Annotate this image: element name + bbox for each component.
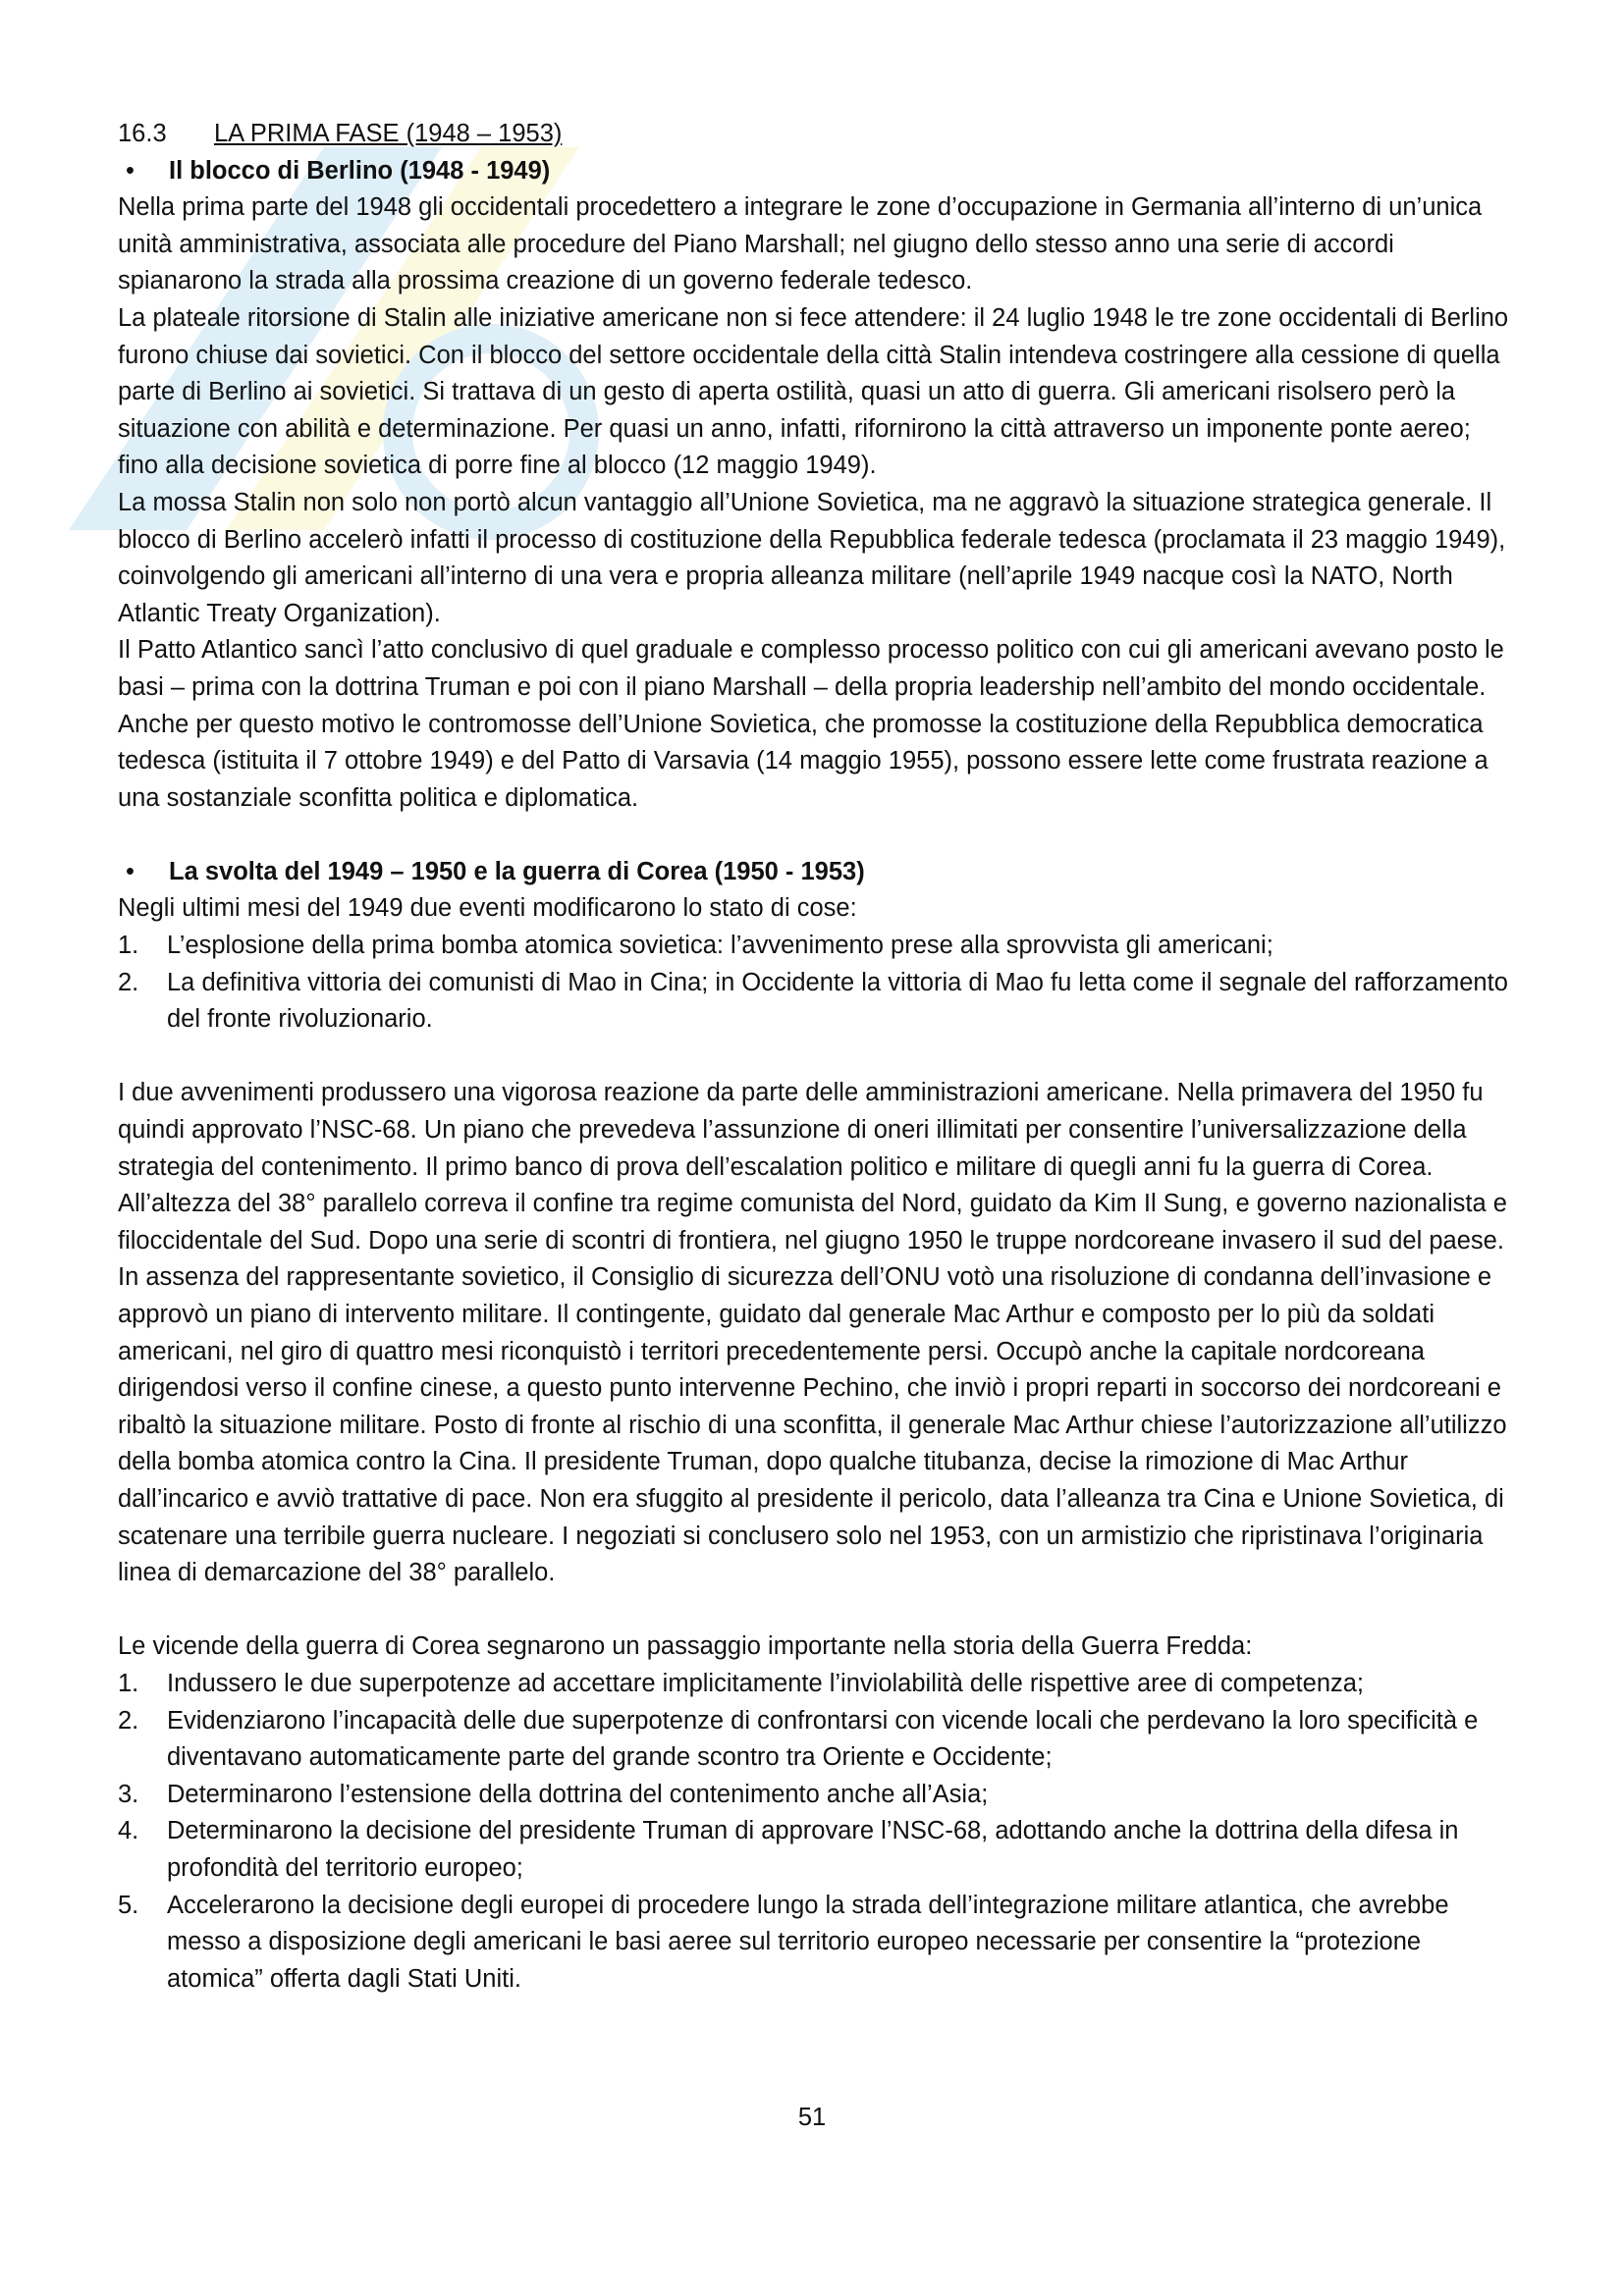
list-item (118, 1813, 1512, 1887)
berlin-paragraph-3: La mossa Stalin non solo non portò alcun vantaggio all’Unione Sovietica, ma ne aggravò la situazione strategica generale. Il blocco di Berlino accelerò infatti il processo di costituzione della Repubblica federale tedesca (proclamata il 23 maggio 1949), coinvolgendo gli americani all’interno di una vera e propria alleanza militare (nell’aprile 1949 nacque così la NATO, North Atlantic Treaty Organization). (118, 488, 1506, 627)
list-item-text: La definitiva vittoria dei comunisti di Mao in Cina; in Occidente la vittoria di Mao fu letta come il segnale del rafforzamento del fronte rivoluzionario. (167, 968, 1508, 1034)
korea-heading: • La svolta del 1949 – 1950 e la guerra di Corea (1950 - 1953) (118, 854, 1512, 891)
spacer (118, 1039, 1512, 1076)
list-item (118, 1888, 1512, 1999)
korea-paragraph-2: All’altezza del 38° parallelo correva il confine tra regime comunista del Nord, guidato da Kim Il Sung, e governo nazionalista e filoccidentale del Sud. Dopo una serie di scontri di frontiera, nel giugno 1950 le truppe nordcoreane invasero il sud del paese. In assenza del rappresentante sovietico, il Consiglio di sicurezza dell’ONU votò una risoluzione di condanna dell’invasione e approvò un piano di intervento militare. Il contingente, guidato dal generale Mac Arthur e composto per lo più da soldati americani, nel giro di quattro mesi riconquistò i territori precedentemente persi. Occupò anche la capitale nordcoreana dirigendosi verso il confine cinese, a questo punto intervenne Pechino, che inviò i propri reparti in soccorso dei nordcoreani e ribaltò la situazione militare. Posto di fronte al rischio di una sconfitta, il generale Mac Arthur chiese l’autorizzazione all’utilizzo della bomba atomica contro la Cina. Il presidente Truman, dopo qualche titubanza, decise la rimozione di Mac Arthur dall’incarico e avviò trattative di pace. Non era sfuggito al presidente il pericolo, data l’alleanza tra Cina e Unione Sovietica, di scatenare una terribile guerra nucleare. I negoziati si conclusero solo nel 1953, con un armistizio che ripristinava l’originaria linea di demarcazione del 38° parallelo. (118, 1190, 1507, 1587)
list-item (118, 1666, 1512, 1703)
berlin-paragraph-4: Il Patto Atlantico sancì l’atto conclusivo di quel graduale e complesso processo politico con cui gli americani avevano posto le basi – prima con la dottrina Truman e poi con il piano Marshall – della propria leadership nell’ambito del mondo occidentale. Anche per questo motivo le contromosse dell’Unione Sovietica, che promosse la costituzione della Repubblica democratica tedesca (istituita il 7 ottobre 1949) e del Patto di Varsavia (14 maggio 1955), possono essere lette come frustrata reazione a una sostanziale sconfitta politica e diplomatica. (118, 636, 1504, 812)
list-item (118, 965, 1512, 1039)
list-item (118, 1703, 1512, 1777)
list-item-number: 1. (118, 932, 139, 960)
list-item-text: Indussero le due superpotenze ad accettare implicitamente l’inviolabilità delle rispettive aree di competenza; (167, 1669, 1365, 1697)
berlin-paragraph-2: La plateale ritorsione di Stalin alle iniziative americane non si fece attendere: il 24 luglio 1948 le tre zone occidentali di Berlino furono chiuse dai sovietici. Con il blocco del settore occidentale della città Stalin intendeva costringere alla cessione di quella parte di Berlino ai sovietici. Si trattava di un gesto di aperta ostilità, quasi un atto di guerra. Gli americani risolsero però la situazione con abilità e determinazione. Per quasi un anno, infatti, rifornirono la città attraverso un imponente ponte aereo; fino alla decisione sovietica di porre fine al blocco (12 maggio 1949). (118, 303, 1509, 480)
list-item (118, 1777, 1512, 1814)
list-item-text: Determinarono la decisione del presidente Truman di approvare l’NSC-68, adottando anche la dottrina della difesa in profondità del territorio europeo; (167, 1817, 1459, 1882)
list-item-text: Accelerarono la decisione degli europei di procedere lungo la strada dell’integrazione militare atlantica, che avrebbe messo a disposizione degli americani le basi aeree sul territorio europeo necessarie per consentire la “protezione atomica” offerta dagli Stati Uniti. (167, 1891, 1449, 1993)
section-title: LA PRIMA FASE (1948 – 1953) (214, 120, 563, 147)
list-item-number: 3. (118, 1780, 139, 1808)
consequences-list (118, 1666, 1512, 1998)
list-item-text: Determinarono l’estensione della dottrina del contenimento anche all’Asia; (167, 1780, 989, 1808)
list-item-number: 2. (118, 1706, 139, 1735)
list-item (118, 928, 1512, 965)
berlin-heading: • Il blocco di Berlino (1948 - 1949) (118, 153, 1512, 190)
berlin-paragraph-1: Nella prima parte del 1948 gli occidentali procedettero a integrare le zone d’occupazione in Germania all’interno di un’unica unità amministrativa, associata alle procedure del Piano Marshall; nel giugno dello stesso anno una serie di accordi spianarono la strada alla prossima creazione di un governo federale tedesco. (118, 193, 1483, 295)
section-heading (118, 116, 1512, 153)
list-item-text: Evidenziarono l’incapacità delle due superpotenze di confrontarsi con vicende locali che perdevano la loro specificità e diventavano automaticamente parte del grande scontro tra Oriente e Occidente; (167, 1706, 1479, 1772)
events-list (118, 928, 1512, 1039)
list-item-number: 1. (118, 1669, 139, 1697)
spacer (118, 1592, 1512, 1629)
spacer (118, 817, 1512, 854)
page-number: 51 (797, 2104, 827, 2131)
document-page (118, 116, 1512, 1998)
list-item-number: 2. (118, 968, 139, 996)
list-item-number: 4. (118, 1817, 139, 1845)
korea-paragraph-1: I due avvenimenti produssero una vigorosa reazione da parte delle amministrazioni americane. Nella primavera del 1950 fu quindi approvato l’NSC-68. Un piano che prevedeva l’assunzione di oneri illimitati per consentire l’universalizzazione della strategia del contenimento. Il primo banco di prova dell’escalation politico e militare di quegli anni fu la guerra di Corea. (118, 1079, 1484, 1181)
list-item-text: L’esplosione della prima bomba atomica sovietica: l’avvenimento prese alla sprovvista gli americani; (167, 932, 1273, 960)
consequences-intro: Le vicende della guerra di Corea segnarono un passaggio importante nella storia della Guerra Fredda: (118, 1632, 1253, 1661)
list-item-number: 5. (118, 1891, 139, 1919)
section-number: 16.3 (118, 120, 167, 147)
korea-intro: Negli ultimi mesi del 1949 due eventi modificarono lo stato di cose: (118, 894, 857, 923)
